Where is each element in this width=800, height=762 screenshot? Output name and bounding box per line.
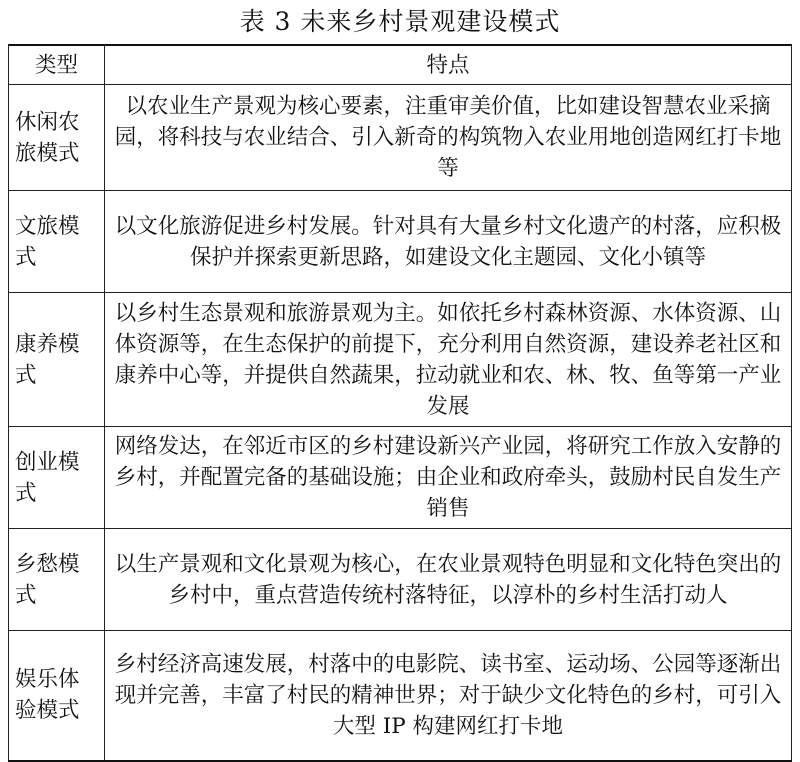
header-type: 类型	[9, 45, 105, 85]
row-features: 以乡村生态景观和旅游景观为主。如依托乡村森林资源、水体资源、山体资源等，在生态保护的前提下，充分利用自然资源，建设养老社区和康养中心等，并提供自然蔬果，拉动就业和农、林、牧、鱼等第一产业发展	[105, 293, 792, 427]
table-row	[9, 631, 792, 761]
row-type: 乡愁模式	[9, 529, 105, 631]
row-type: 文旅模式	[9, 191, 105, 293]
row-type: 康养模式	[9, 293, 105, 427]
table-row	[9, 529, 792, 631]
row-features: 以生产景观和文化景观为核心，在农业景观特色明显和文化特色突出的乡村中，重点营造传统村落特征，以淳朴的乡村生活打动人	[105, 529, 792, 631]
row-features: 乡村经济高速发展，村落中的电影院、读书室、运动场、公园等逐渐出现并完善，丰富了村民的精神世界；对于缺少文化特色的乡村，可引入大型 IP 构建网红打卡地	[105, 631, 792, 761]
table-row	[9, 85, 792, 191]
table-row	[9, 427, 792, 529]
row-type: 休闲农旅模式	[9, 85, 105, 191]
modes-table	[8, 44, 792, 762]
table-caption: 表 3 未来乡村景观建设模式	[239, 7, 561, 36]
row-features: 以文化旅游促进乡村发展。针对具有大量乡村文化遗产的村落，应积极保护并探索更新思路，如建设文化主题园、文化小镇等	[105, 191, 792, 293]
table-row	[9, 191, 792, 293]
header-row	[9, 45, 792, 85]
row-features: 以农业生产景观为核心要素，注重审美价值，比如建设智慧农业采摘园，将科技与农业结合、引入新奇的构筑物入农业用地创造网红打卡地等	[105, 85, 792, 191]
row-features: 网络发达，在邻近市区的乡村建设新兴产业园，将研究工作放入安静的乡村，并配置完备的基础设施；由企业和政府牵头，鼓励村民自发生产销售	[105, 427, 792, 529]
header-features: 特点	[105, 45, 792, 85]
row-type: 娱乐体验模式	[9, 631, 105, 761]
table-row	[9, 293, 792, 427]
row-type: 创业模式	[9, 427, 105, 529]
